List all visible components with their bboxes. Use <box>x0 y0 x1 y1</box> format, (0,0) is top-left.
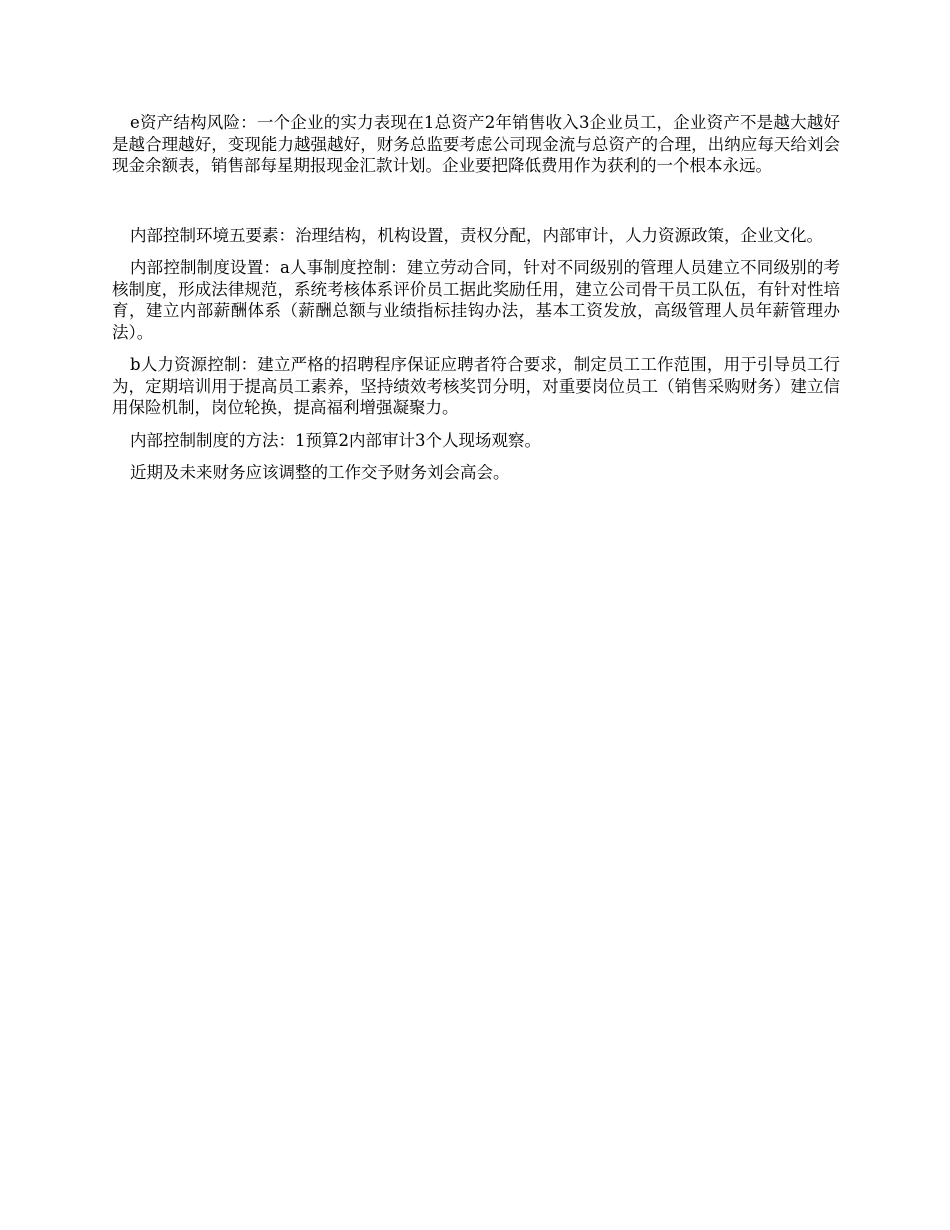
document-body <box>112 112 840 484</box>
paragraph-asset-structure-risk: e资产结构风险：一个企业的实力表现在1总资产2年销售收入3企业员工，企业资产不是越大越好是越合理越好，变现能力越强越好，财务总监要考虑公司现金流与总资产的合理，出纳应每天给刘会现金余额表，销售部每星期报现金汇款计划。企业要把降低费用作为获利的一个根本永远。 <box>112 113 840 175</box>
paragraph-future-adjustments: 近期及未来财务应该调整的工作交予财务刘会高会。 <box>130 463 510 482</box>
paragraph-internal-control-environment: 内部控制环境五要素：治理结构，机构设置，责权分配，内部审计，人力资源政策，企业文化。 <box>130 225 823 245</box>
paragraph-hr-control: b人力资源控制：建立严格的招聘程序保证应聘者符合要求，制定员工工作范围，用于引导员工行为，定期培训用于提高员工素养，坚持绩效考核奖罚分明，对重要岗位员工（销售采购财务）建立信用保险机制，岗位轮换，提高福利增强凝聚力。 <box>112 355 840 417</box>
paragraph-personnel-control: 内部控制制度设置：a人事制度控制：建立劳动合同，针对不同级别的管理人员建立不同级别的考核制度，形成法律规范，系统考核体系评价员工据此奖励任用，建立公司骨干员工队伍，有针对性培育，建立内部薪酬体系（薪酬总额与业绩指标挂钩办法，基本工资发放，高级管理人员年薪管理办法）。 <box>112 258 840 342</box>
paragraph-control-methods: 内部控制制度的方法：1预算2内部审计3个人现场观察。 <box>130 430 541 450</box>
